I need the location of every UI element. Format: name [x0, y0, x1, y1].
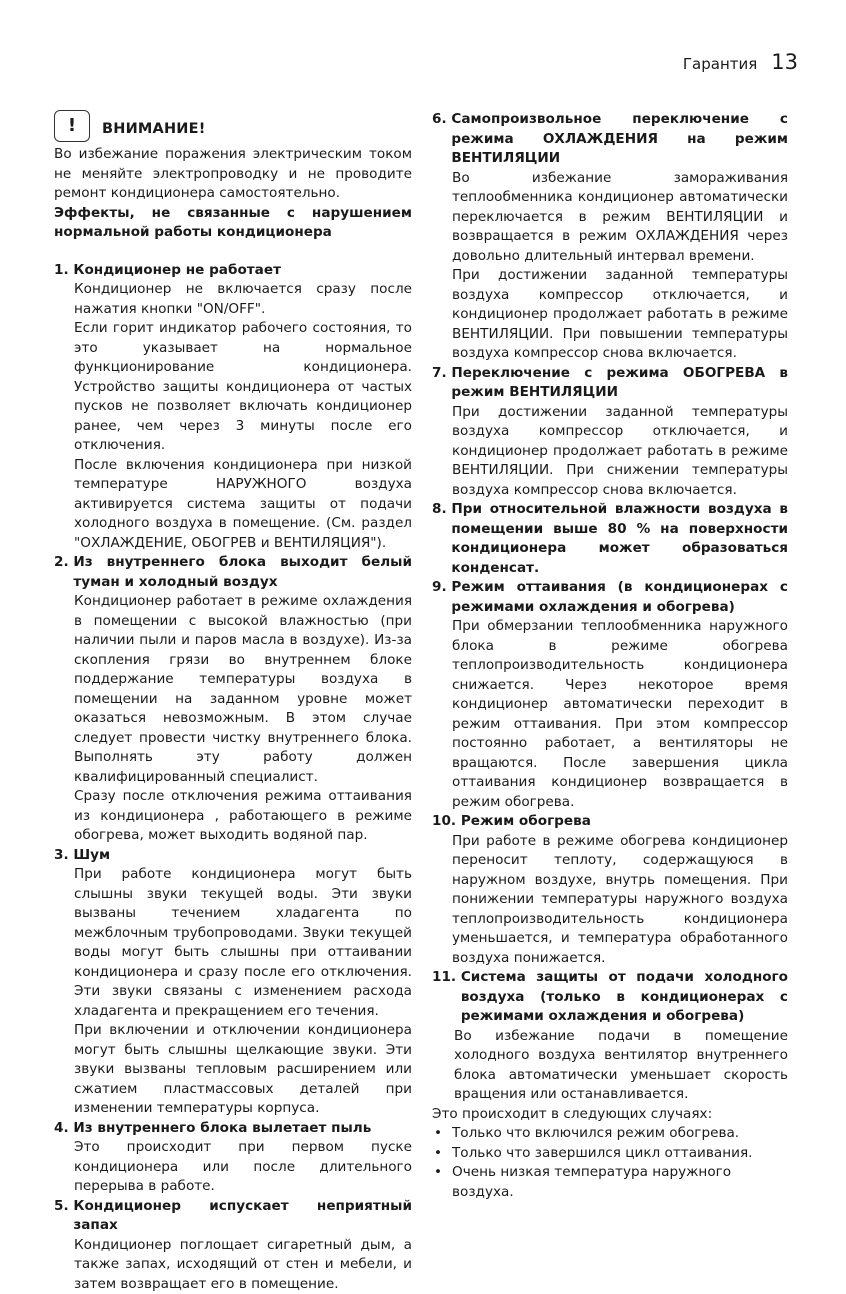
section-title: Гарантия	[683, 55, 757, 73]
item-7	[432, 364, 788, 501]
item-title: Система защиты от подачи холодного воздуха (только в кондиционерах с режимами охлаждения и обогрева)	[461, 968, 788, 1027]
item-title: Кондиционер не работает	[73, 261, 412, 281]
item-paragraph: При работе кондиционера могут быть слышны звуки текущей воды. Эти звуки вызваны течением хладагента по межблочным трубопроводами. Звуки текущей воды могут быть слышны при оттаивании кондиционера и сразу после его отключения. Эти звуки связаны с изменением расхода хладагента и прекращением его течения.	[54, 865, 412, 1021]
item-paragraph: При достижении заданной температуры воздуха компрессор отключается, и кондиционер продолжает работать в режиме ВЕНТИЛЯЦИИ. При повышении температуры воздуха компрессор снова включается.	[432, 266, 788, 364]
item-10	[432, 812, 788, 968]
item-11	[432, 968, 788, 1105]
item-paragraph: После включения кондиционера при низкой температуре НАРУЖНОГО воздуха активируется система защиты от подачи холодного воздуха в помещение. (См. раздел "ОХЛАЖДЕНИЕ, ОБОГРЕВ и ВЕНТИЛЯЦИЯ").	[54, 456, 412, 554]
item-4	[54, 1119, 412, 1197]
item-paragraph: Во избежание замораживания теплообменника кондиционер автоматически переключается в режим ВЕНТИЛЯЦИИ и возвращается в режим ОХЛАЖДЕНИЯ через довольно длительный интервал времени.	[432, 169, 788, 267]
item-3	[54, 846, 412, 1119]
item-paragraph: Кондиционер работает в режиме охлаждения в помещении с высокой влажностью (при наличии пыли и паров масла в воздухе). Из-за скопления грязи во внутреннем блоке поддержание температуры воздуха в помещении на заданном уровне может оказаться невозможным. В этом случае следует провести чистку внутреннего блока. Выполнять эту работу должен квалифицированный специалист.	[54, 592, 412, 787]
item-number: 3.	[54, 846, 69, 866]
item-title: Переключение с режима ОБОГРЕВА в режим ВЕНТИЛЯЦИИ	[451, 364, 788, 403]
list-item: • Очень низкая температура наружного воздуха.	[432, 1163, 788, 1202]
list-item: • Только что включился режим обогрева.	[432, 1124, 788, 1144]
item-paragraph: Сразу после отключения режима оттаивания из кондиционера , работающего в режиме обогрева, может выходить водяной пар.	[54, 787, 412, 846]
item-number: 1.	[54, 261, 69, 281]
right-column	[432, 110, 788, 1202]
item-title: Режим оттаивания (в кондиционерах с режимами охлаждения и обогрева)	[451, 578, 788, 617]
item-paragraph: При достижении заданной температуры воздуха компрессор отключается, и кондиционер продолжает работать в режиме ВЕНТИЛЯЦИИ. При снижении температуры воздуха компрессор снова включается.	[432, 403, 788, 501]
warning-block	[54, 110, 412, 142]
item-title: Самопроизвольное переключение с режима ОХЛАЖДЕНИЯ на режим ВЕНТИЛЯЦИИ	[451, 110, 788, 169]
item-title: Режим обогрева	[461, 812, 788, 832]
item-number: 8.	[432, 500, 447, 578]
item-paragraph: Кондиционер поглощает сигаретный дым, а также запах, исходящий от стен и мебели, и затем возвращает его в помещение.	[54, 1236, 412, 1294]
warning-text: Во избежание поражения электрическим током не меняйте электропроводку и не проводите ремонт кондиционера самостоятельно.	[54, 145, 412, 204]
item-paragraph: Во избежание подачи в помещение холодного воздуха вентилятор внутреннего блока автоматически уменьшает скорость вращения или останавливается.	[432, 1027, 788, 1105]
item-number: 5.	[54, 1197, 69, 1236]
item-paragraph: При работе в режиме обогрева кондиционер переносит теплоту, содержащуюся в наружном воздухе, внутрь помещения. При понижении температуры наружного воздуха теплопроизводительность кондиционера уменьшается, и температура обработанного воздуха понижается.	[432, 832, 788, 969]
page-number: 13	[771, 50, 798, 74]
item-number: 10.	[432, 812, 456, 832]
cases-list	[432, 1124, 788, 1202]
item-number: 4.	[54, 1119, 69, 1139]
item-1	[54, 261, 412, 554]
cases-intro: Это происходит в следующих случаях:	[432, 1105, 788, 1125]
item-paragraph: Это происходит при первом пуске кондиционера или после длительного перерыва в работе.	[54, 1138, 412, 1197]
item-9	[432, 578, 788, 812]
item-number: 7.	[432, 364, 447, 403]
item-title: Шум	[73, 846, 412, 866]
item-5	[54, 1197, 412, 1294]
item-2	[54, 553, 412, 846]
effects-heading: Эффекты, не связанные с нарушением нормальной работы кондиционера	[54, 204, 412, 243]
item-6	[432, 110, 788, 364]
item-paragraph: Если горит индикатор рабочего состояния, то это указывает на нормальное функционирование кондиционера. Устройство защиты кондиционера от частых пусков не позволяет включать кондиционер ранее, чем через 3 минуты после его отключения.	[54, 319, 412, 456]
left-column	[54, 110, 412, 1294]
item-number: 6.	[432, 110, 447, 169]
warning-title: ВНИМАНИЕ!	[102, 120, 206, 140]
item-title: При относительной влажности воздуха в помещении выше 80 % на поверхности кондиционера может образоваться конденсат.	[451, 500, 788, 578]
item-number: 11.	[432, 968, 456, 1027]
list-item: • Только что завершился цикл оттаивания.	[432, 1144, 788, 1164]
exclamation-icon: !	[54, 110, 90, 142]
item-paragraph: При обмерзании теплообменника наружного блока в режиме обогрева теплопроизводительность кондиционера снижается. Через некоторое время кондиционер автоматически переходит в режим оттаивания. При этом компрессор постоянно работает, а вентиляторы не вращаются. После завершения цикла оттаивания кондиционер возвращается в режим обогрева.	[432, 617, 788, 812]
item-title: Из внутреннего блока выходит белый туман и холодный воздух	[73, 553, 412, 592]
item-number: 2.	[54, 553, 69, 592]
item-paragraph: При включении и отключении кондиционера могут быть слышны щелкающие звуки. Эти звуки вызваны тепловым расширением или сжатием пластмассовых деталей при изменении температуры корпуса.	[54, 1021, 412, 1119]
item-number: 9.	[432, 578, 447, 617]
item-title: Кондиционер испускает неприятный запах	[73, 1197, 412, 1236]
item-paragraph: Кондиционер не включается сразу после нажатия кнопки "ON/OFF".	[54, 280, 412, 319]
item-8	[432, 500, 788, 578]
page-header	[683, 50, 798, 74]
item-title: Из внутреннего блока вылетает пыль	[73, 1119, 412, 1139]
